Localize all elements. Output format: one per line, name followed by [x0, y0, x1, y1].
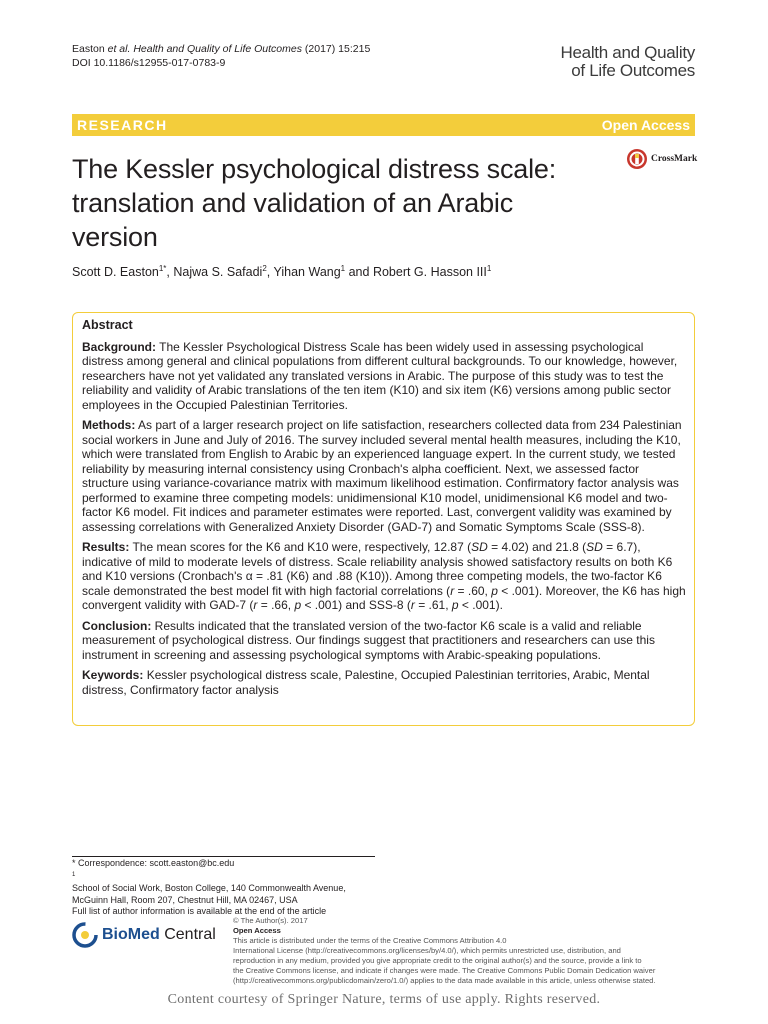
results-stat-symbol: SD [586, 540, 603, 554]
article-type-label: RESEARCH [77, 117, 168, 133]
results-stat-symbol: p [294, 598, 302, 612]
results-stat-symbol: r [450, 583, 455, 598]
author-name[interactable]: Najwa S. Safadi [173, 265, 263, 280]
results-stat-symbol: SD [471, 540, 488, 554]
author-affiliation-sup[interactable]: 1 [486, 264, 492, 273]
methods-label: Methods: [82, 418, 136, 432]
abstract-results [82, 540, 687, 613]
author-name[interactable]: Scott D. Easton [72, 265, 159, 280]
affiliation-text: School of Social Work, Boston College, 140 Commonwealth Avenue, [72, 883, 346, 893]
results-text: < .001) and SSS-8 ( [301, 598, 411, 612]
biomed-central-icon [72, 922, 98, 948]
author-name[interactable]: Robert G. Hasson III [372, 265, 487, 280]
citation-author: Easton [72, 43, 105, 55]
results-label: Results: [82, 540, 130, 554]
abstract-methods [82, 418, 687, 534]
citation-journal: Health and Quality of Life Outcomes [133, 43, 302, 55]
results-stat-symbol: p [451, 598, 459, 612]
license-line: reproduction in any medium, provided you give appropriate credit to the original author(s) and the source, provide a link to [233, 956, 642, 965]
author-separator: , [266, 265, 274, 280]
crossmark-label: CrossMark [651, 154, 698, 164]
citation-header [72, 42, 370, 70]
author-list [72, 264, 491, 279]
results-text: = .66, [257, 598, 295, 612]
conclusion-label: Conclusion: [82, 618, 152, 633]
license-open-access: Open Access [233, 926, 281, 935]
article-title [72, 152, 592, 254]
article-type-banner [72, 114, 695, 136]
license-line [233, 916, 698, 946]
methods-text: As part of a larger research project on life satisfaction, researchers collected data from 234 Palestinian social workers in June and July of 2016. The survey included several mental health measures, including the K10, which were translated from English to Arabic by an experienced language expert. In the current study, we tested reliability by measuring internal consistency using Cronbach's alpha coefficient. Next, we assessed factor structure using variance-covariance matrix with maximum likelihood estimation. Confirmatory factor analysis was performed to examine three competing models: unidimensional K10 model, unidimensional K6 model and two-factor K6 model. Fit indices and parameter estimates were reported. Last, convergent validity was examined by assessing correlations with Generalized Anxiety Disorder (GAD-7) and Somatic Symptoms Scale (SSS-8). [82, 418, 682, 534]
abstract-background [82, 340, 687, 413]
title-line: translation and validation of an Arabic [72, 188, 513, 218]
author-affiliation-sup[interactable]: 1* [158, 264, 167, 273]
journal-name-line1: Health and Quality [560, 43, 695, 62]
conclusion-text: Results indicated that the translated version of the two-factor K6 scale is a valid and reliable measurement of psychological distress. Our findings suggest that practitioners and researchers can use this instrument in screening and assessing psychological symptoms with Arabic-speaking populations. [82, 618, 655, 662]
author-separator: , [166, 265, 174, 280]
results-text: The mean scores for the K6 and K10 were, respectively, 12.87 ( [132, 540, 472, 554]
results-text: < .001). Moreover, the K6 has high convergent validity with GAD-7 ( [82, 583, 686, 612]
license-line: International License (http://creativecommons.org/licenses/by/4.0/), which permits unrestricted use, distribution, and [233, 946, 621, 955]
results-text: = .60, [454, 583, 492, 598]
affiliation-line: McGuinn Hall, Room 207, Chestnut Hill, MA 02467, USA [72, 894, 298, 905]
crossmark-button[interactable] [626, 146, 706, 172]
results-stat-symbol: r [253, 598, 258, 612]
citation-etal: et al. [107, 43, 131, 55]
abstract-text [82, 318, 687, 703]
results-text: = 6.7), indicative of mild to moderate levels of distress. Scale reliability analysis showed satisfactory results on both K6 and K10 versions (Cronbach's α = .81 (K6) and .88 (K10)). Among three competing models, the two-factor K6 scale demonstrated the best model fit with high factorial correlations ( [82, 540, 673, 598]
footnotes [72, 858, 346, 918]
keywords-label: Keywords: [82, 668, 144, 682]
license-text [233, 916, 698, 986]
background-label: Background: [82, 339, 157, 354]
title-line: version [72, 222, 158, 252]
footnote-rule [72, 856, 375, 857]
affiliation-line [72, 870, 346, 895]
author-affiliation-sup[interactable]: 1 [340, 264, 346, 273]
correspondence[interactable]: * Correspondence: scott.easton@bc.edu [72, 858, 235, 868]
license-copyright: © The Author(s). 2017 [233, 916, 308, 925]
results-stat-symbol: p [491, 583, 498, 598]
central-text: Central [159, 926, 216, 943]
journal-name [561, 44, 695, 80]
abstract-heading: Abstract [82, 318, 133, 332]
author-affiliation-sup[interactable]: 2 [262, 264, 267, 273]
open-access-label: Open Access [601, 117, 690, 133]
doi[interactable]: DOI 10.1186/s12955-017-0783-9 [72, 57, 226, 69]
biomed-text: BioMed [102, 926, 160, 943]
background-text: The Kessler Psychological Distress Scale has been widely used in assessing psychological distress among general and clinical populations from different cultural backgrounds. To our knowledge, however, researchers have not yet validated any translated versions in Arabic. The purpose of this study was to test the reliability and validity of Arabic translations of the ten item (K10) and six item (K6) versions among public sector employees in the Occupied Palestinian Territories. [82, 339, 678, 412]
license-text-part: This article is distributed under the terms of the Creative Commons Attribution 4.0 [233, 936, 507, 945]
citation-line [72, 42, 370, 56]
author-name[interactable]: Yihan Wang [273, 265, 341, 280]
license-line: (http://creativecommons.org/publicdomain/zero/1.0/) applies to the data made available in this article, unless otherwise stated. [233, 976, 656, 985]
crossmark-icon [626, 148, 648, 170]
author-info-note: Full list of author information is available at the end of the article [72, 906, 327, 916]
title-line: The Kessler psychological distress scale: [72, 154, 557, 184]
results-text: = 4.02) and 21.8 ( [487, 540, 587, 554]
results-stat-symbol: r [410, 598, 415, 612]
journal-name-line2: of Life Outcomes [571, 61, 695, 80]
results-text: < .001). [458, 598, 503, 612]
results-text: = .61, [414, 598, 452, 612]
affiliation-sup: 1 [72, 871, 76, 878]
biomed-central-wordmark [102, 926, 216, 944]
citation-volume: (2017) 15:215 [304, 43, 371, 55]
abstract-conclusion [82, 619, 687, 663]
keywords-text: Kessler psychological distress scale, Palestine, Occupied Palestinian territories, Arabic, Mental distress, Confirmatory factor analysis [82, 668, 650, 697]
biomed-central-logo[interactable] [72, 918, 222, 952]
content-courtesy-notice: Content courtesy of Springer Nature, terms of use apply. Rights reserved. [167, 992, 601, 1007]
abstract-keywords [82, 668, 687, 697]
license-line: the Creative Commons license, and indicate if changes were made. The Creative Commons Public Domain Dedication waiver [233, 966, 656, 975]
author-separator: and [345, 265, 373, 280]
